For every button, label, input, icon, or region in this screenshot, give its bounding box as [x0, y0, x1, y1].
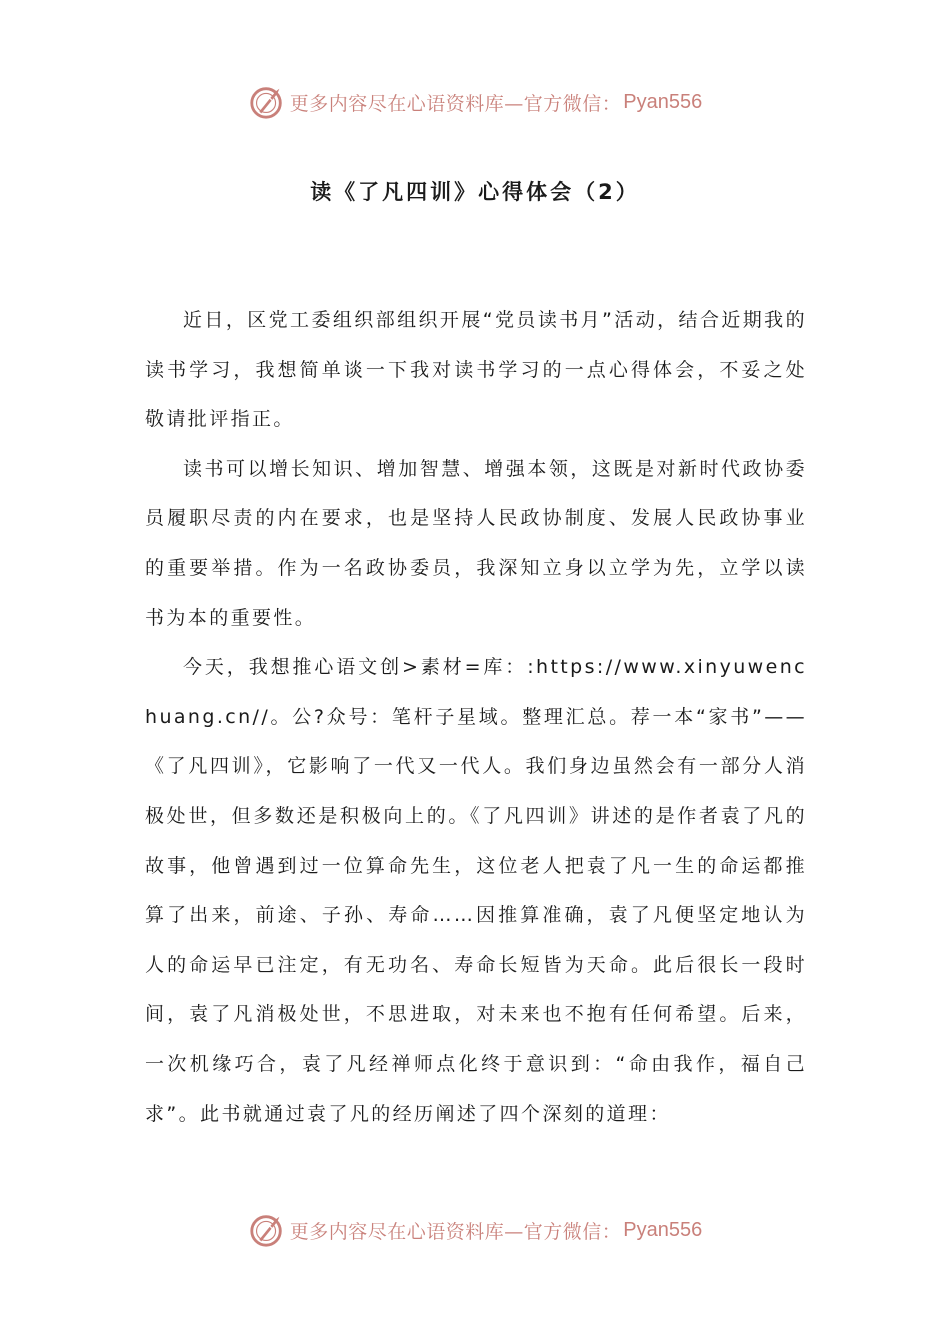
footer-watermark [0, 1208, 950, 1252]
watermark-wechat-id: Pyan556 [623, 1218, 703, 1241]
header-watermark [0, 80, 950, 124]
quill-logo-icon [248, 83, 286, 121]
document-body [145, 296, 807, 1139]
paragraph: 今天，我想推心语文创>素材=库：:https://www.xinyuwenchuang.cn//。公?众号：笔杆子星域。整理汇总。荐一本“家书”——《了凡四训》，它影响了一代又一代人。我们身边虽然会有一部分人消极处世，但多数还是积极向上的。《了凡四训》讲述的是作者袁了凡的故事，他曾遇到过一位算命先生，这位老人把袁了凡一生的命运都推算了出来，前途、子孙、寿命……因推算准确，袁了凡便坚定地认为人的命运早已注定，有无功名、寿命长短皆为天命。此后很长一段时间，袁了凡消极处世，不思进取，对未来也不抱有任何希望。后来，一次机缘巧合，袁了凡经禅师点化终于意识到：“命由我作，福自己求”。此书就通过袁了凡的经历阐述了四个深刻的道理： [145, 656, 807, 1125]
watermark-text: 更多内容尽在心语资料库—官方微信： [289, 1220, 622, 1243]
quill-logo-icon [248, 1211, 286, 1249]
document-title: 读《了凡四训》心得体会（2） [310, 180, 640, 204]
watermark-wechat-id: Pyan556 [623, 90, 703, 113]
paragraph: 读书可以增长知识、增加智慧、增强本领，这既是对新时代政协委员履职尽责的内在要求，也是坚持人民政协制度、发展人民政协事业的重要举措。作为一名政协委员，我深知立身以立学为先，立学以读书为本的重要性。 [145, 457, 807, 629]
watermark-text: 更多内容尽在心语资料库—官方微信： [289, 92, 622, 115]
paragraph: 近日，区党工委组织部组织开展“党员读书月”活动，结合近期我的读书学习，我想简单谈一下我对读书学习的一点心得体会，不妥之处敬请批评指正。 [145, 309, 807, 431]
